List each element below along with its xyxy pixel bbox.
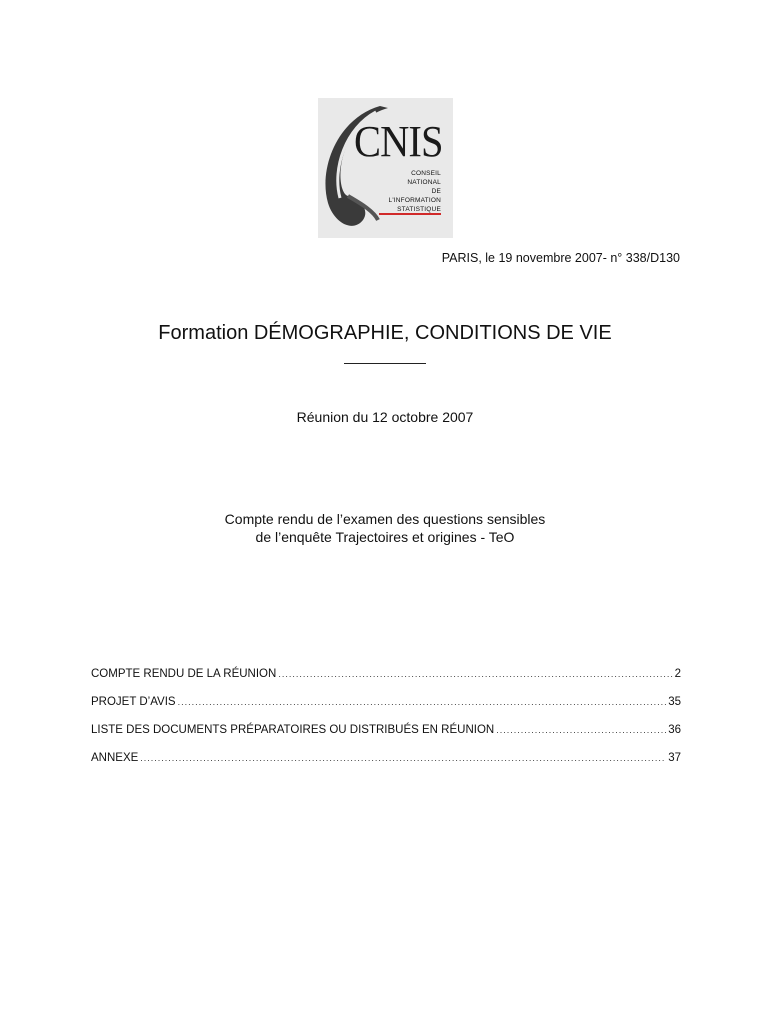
cnis-logo [318, 98, 453, 238]
toc-leader-dots [140, 753, 666, 763]
document-title: Formation DÉMOGRAPHIE, CONDITIONS DE VIE [158, 322, 612, 344]
toc-entry[interactable] [91, 724, 681, 752]
title-underline [344, 363, 426, 364]
toc-entry[interactable] [91, 668, 681, 696]
toc-entry-label: LISTE DES DOCUMENTS PRÉPARATOIRES OU DISTRIBUÉS EN RÉUNION [91, 724, 495, 736]
toc-entry-page: 37 [668, 752, 681, 764]
logo-subtitle-line: L'INFORMATION [388, 197, 441, 204]
dateline: PARIS, le 19 novembre 2007- n° 338/D130 [441, 251, 680, 265]
toc-entry-label: ANNEXE [91, 752, 139, 764]
toc-leader-dots [278, 669, 672, 679]
document-subject [0, 510, 770, 546]
toc-entry[interactable] [91, 696, 681, 724]
meeting-date: Réunion du 12 octobre 2007 [296, 409, 474, 425]
subject-line: Compte rendu de l’examen des questions sensibles [224, 511, 546, 527]
toc-entry[interactable] [91, 752, 681, 780]
logo-subtitle [351, 169, 441, 214]
logo-accent-line [379, 213, 441, 215]
toc-leader-dots [178, 697, 667, 707]
subject-line: de l’enquête Trajectoires et origines - TeO [255, 529, 515, 545]
toc-entry-page: 2 [674, 668, 681, 680]
toc-leader-dots [496, 725, 666, 735]
logo-wordmark: CNIS [354, 117, 443, 166]
logo-subtitle-line: NATIONAL [407, 179, 441, 186]
toc-entry-label: COMPTE RENDU DE LA RÉUNION [91, 668, 277, 680]
toc-entry-label: PROJET D’AVIS [91, 696, 176, 708]
logo-subtitle-line: DE [431, 188, 441, 195]
logo-subtitle-line: CONSEIL [411, 170, 441, 177]
toc-entry-page: 35 [668, 696, 681, 708]
table-of-contents [91, 668, 681, 780]
toc-entry-page: 36 [668, 724, 681, 736]
logo-subtitle-line: STATISTIQUE [397, 206, 441, 213]
